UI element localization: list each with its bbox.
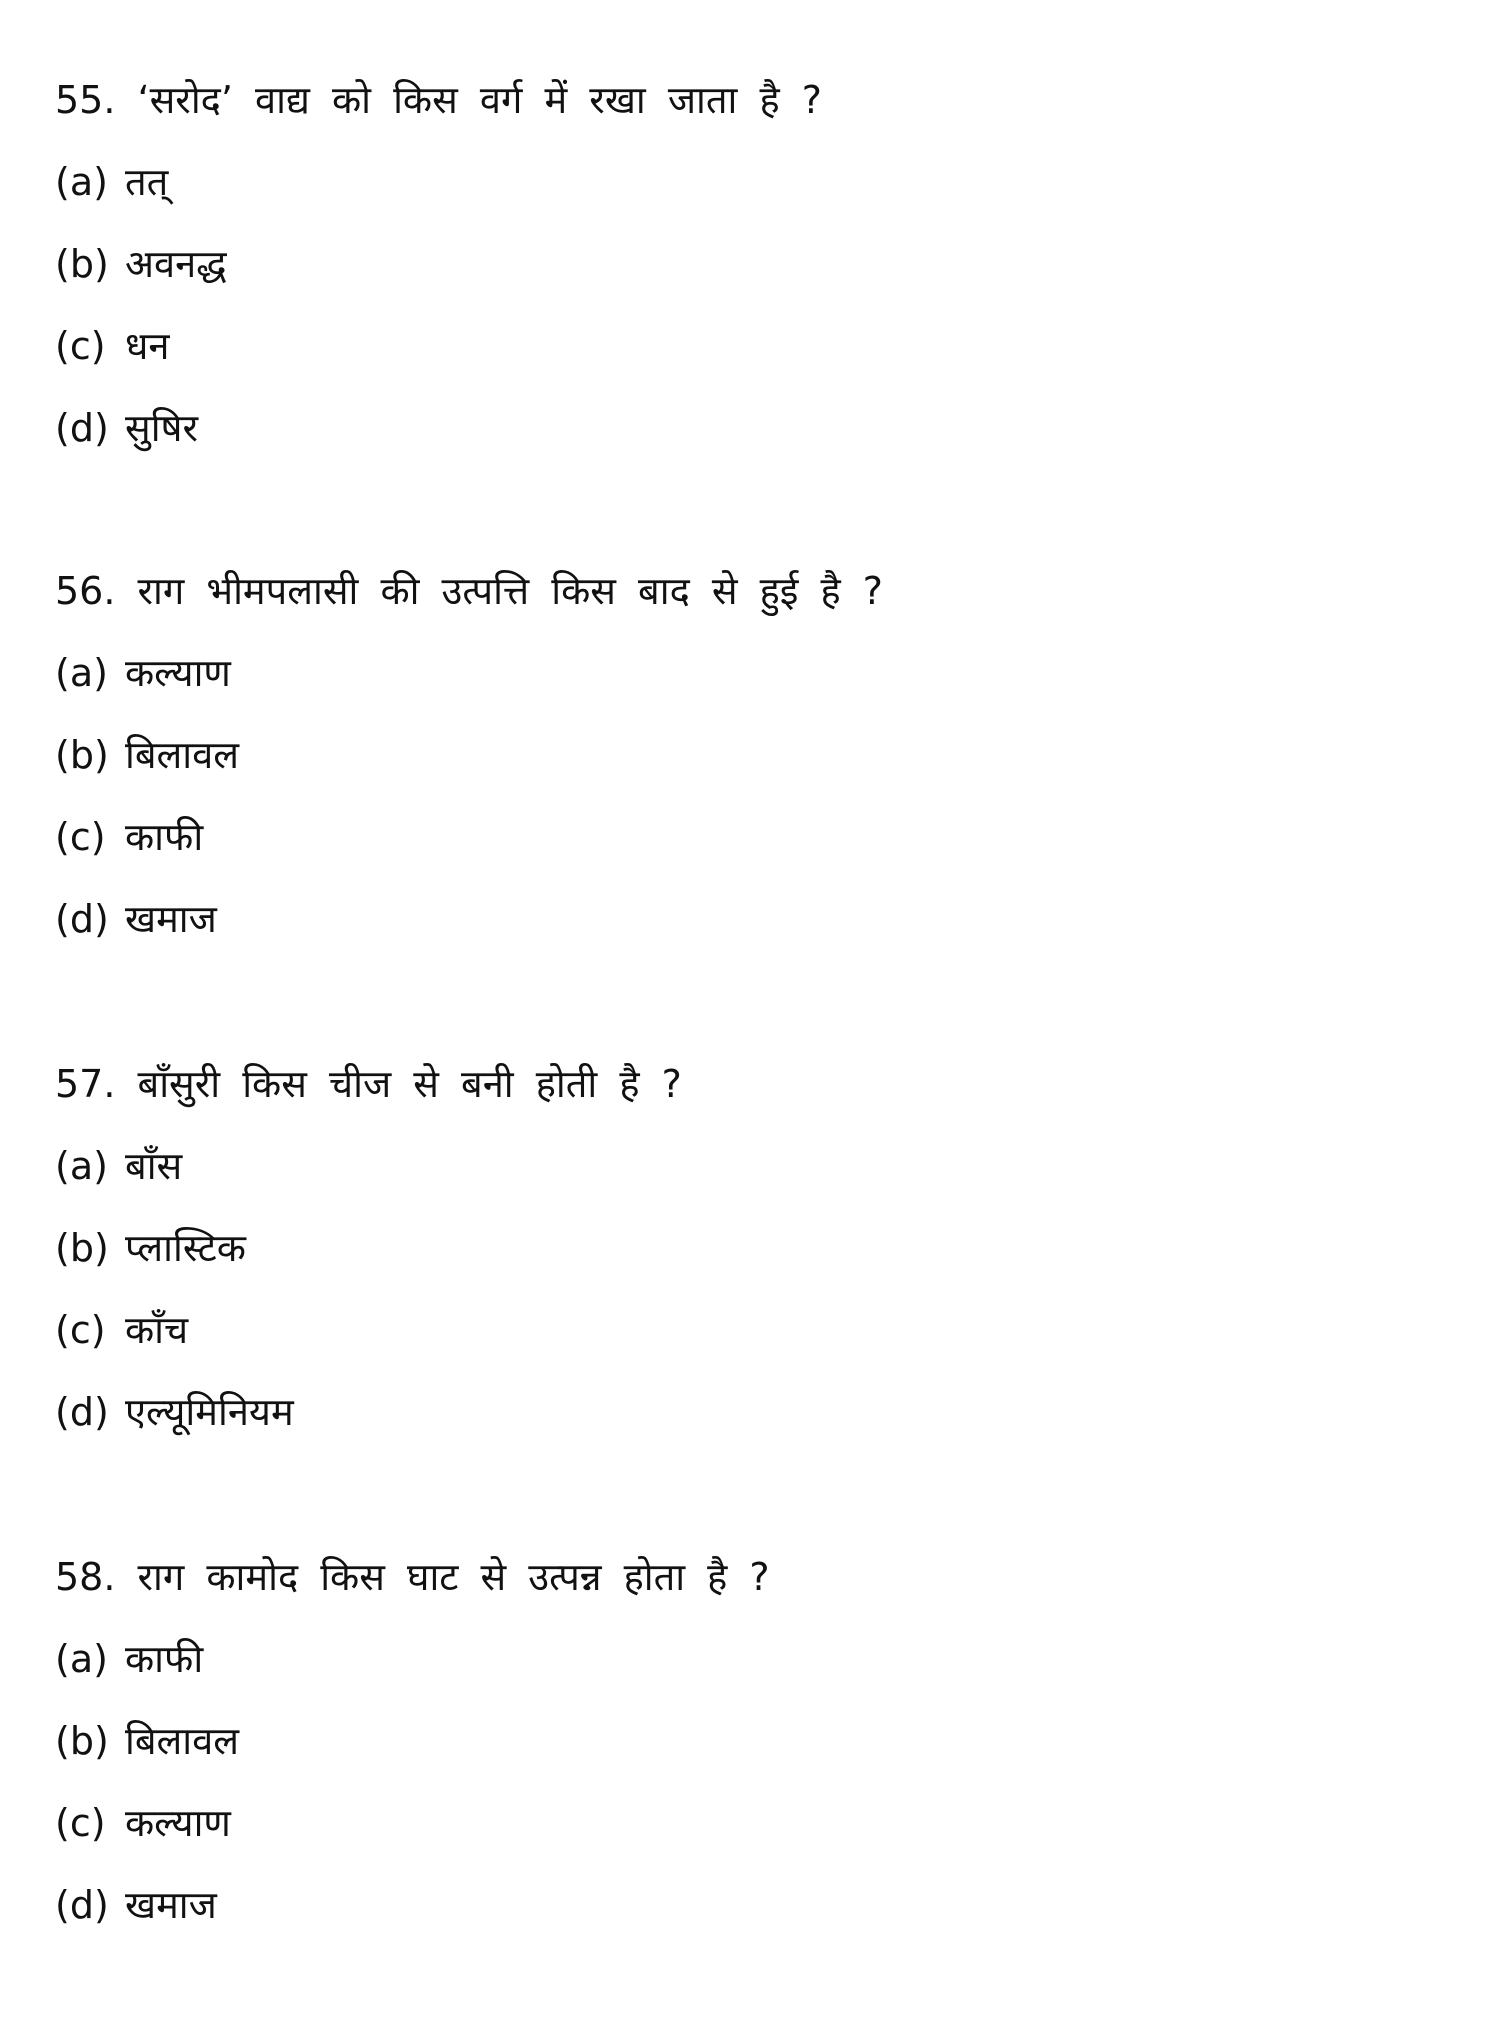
question-text: 57. बाँसुरी किस चीज से बनी होती है ?	[55, 1062, 682, 1106]
question-block-58	[55, 1551, 1455, 1931]
option-letter: (c)	[55, 324, 106, 368]
option-letter: (a)	[55, 651, 108, 695]
question-text: 56. राग भीमपलासी की उत्पत्ति किस बाद से हुई है ?	[55, 569, 883, 613]
option-letter: (d)	[55, 1883, 109, 1927]
option-text: सुषिर	[125, 406, 199, 450]
option-d	[55, 1386, 1455, 1438]
option-text: बिलावल	[125, 733, 240, 777]
option-b	[55, 1715, 1455, 1767]
option-text: काँच	[125, 1308, 189, 1352]
option-b	[55, 1222, 1455, 1274]
option-text: खमाज	[125, 897, 217, 941]
option-c	[55, 1797, 1455, 1849]
option-text: काफी	[125, 815, 204, 859]
option-d	[55, 1879, 1455, 1931]
option-letter: (c)	[55, 815, 106, 859]
option-text: बाँस	[125, 1144, 183, 1188]
option-a	[55, 1633, 1455, 1685]
option-letter: (b)	[55, 1226, 109, 1270]
option-c	[55, 1304, 1455, 1356]
option-text: अवनद्ध	[125, 242, 227, 286]
option-letter: (b)	[55, 733, 109, 777]
option-d	[55, 402, 1455, 454]
question-block-57	[55, 1058, 1455, 1438]
option-c	[55, 811, 1455, 863]
option-d	[55, 893, 1455, 945]
question-block-55	[55, 74, 1455, 454]
option-letter: (b)	[55, 1719, 109, 1763]
option-text: एल्यूमिनियम	[125, 1390, 294, 1434]
option-text: खमाज	[125, 1883, 217, 1927]
question-block-56	[55, 565, 1455, 945]
option-text: कल्याण	[125, 1801, 231, 1845]
option-letter: (d)	[55, 406, 109, 450]
option-text: तत्	[125, 160, 169, 204]
option-text: प्लास्टिक	[125, 1226, 246, 1270]
option-a	[55, 1140, 1455, 1192]
option-b	[55, 729, 1455, 781]
option-a	[55, 156, 1455, 208]
option-letter: (a)	[55, 1144, 108, 1188]
option-a	[55, 647, 1455, 699]
option-text: धन	[125, 324, 170, 368]
option-letter: (a)	[55, 160, 108, 204]
option-letter: (c)	[55, 1801, 106, 1845]
option-letter: (d)	[55, 897, 109, 941]
option-letter: (d)	[55, 1390, 109, 1434]
option-letter: (c)	[55, 1308, 106, 1352]
option-letter: (a)	[55, 1637, 108, 1681]
question-text: 55. ‘सरोद’ वाद्य को किस वर्ग में रखा जाता है ?	[55, 78, 822, 122]
question-text: 58. राग कामोद किस घाट से उत्पन्न होता है ?	[55, 1555, 770, 1599]
option-text: काफी	[125, 1637, 204, 1681]
option-text: बिलावल	[125, 1719, 240, 1763]
option-text: कल्याण	[125, 651, 231, 695]
option-b	[55, 238, 1455, 290]
option-c	[55, 320, 1455, 372]
option-letter: (b)	[55, 242, 109, 286]
